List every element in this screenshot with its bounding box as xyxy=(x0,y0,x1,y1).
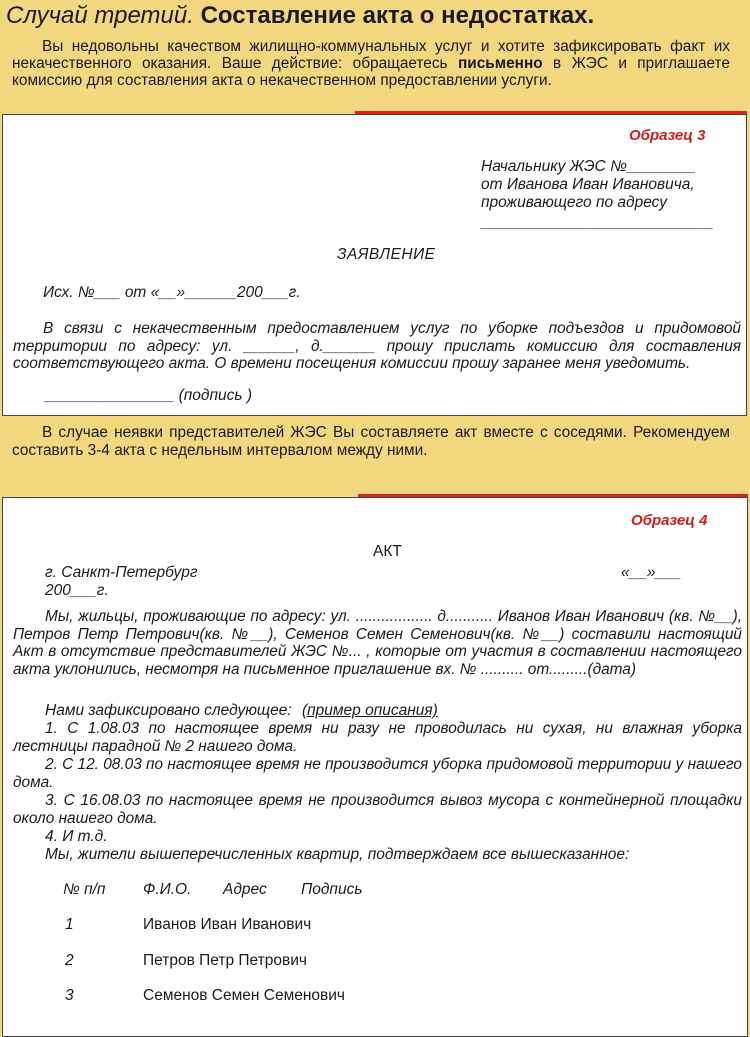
page-title xyxy=(6,2,594,30)
addressee-line-3: проживающего по адресу xyxy=(481,194,667,211)
recorded-example: (пример описания) xyxy=(301,702,438,719)
table-row-3-name: Семенов Семен Семенович xyxy=(143,987,346,1004)
intro-paragraph xyxy=(12,38,730,89)
confirm-line: Мы, жители вышеперечисленных квартир, подтверждаем все вышесказанное: xyxy=(45,846,630,863)
sample4-card xyxy=(2,497,748,1037)
intro-text-end: в ЖЭС и приглашаете комиссию для составления акта о некачественном предоставлении услуги. xyxy=(12,55,730,89)
outgoing-ref-line: Исх. №___ от «__»______200___г. xyxy=(43,284,301,301)
recorded-intro xyxy=(45,702,438,720)
intro-bold-word: письменно xyxy=(457,55,543,72)
act-date-blank: «__»___ xyxy=(621,564,682,581)
table-header-address: Адрес xyxy=(223,881,267,898)
title-italic: Случай третий. xyxy=(6,2,194,29)
recorded-intro-text: Нами зафиксировано следующее: xyxy=(45,702,292,719)
addressee-line-1: Начальнику ЖЭС №________ xyxy=(481,158,696,175)
statement-body: В связи с некачественным предоставлением услуг по уборке подъездов и придомовой территории по адресу: ул. ______, д.______ прошу прислать комиссию для составления соответствующего акта. О времени посещения комиссии прошу заранее меня уведомить. xyxy=(13,320,741,372)
recorded-item-4: 4. И т.д. xyxy=(45,828,108,845)
act-city: г. Санкт-Петербург xyxy=(45,564,198,581)
addressee-line-2: от Иванова Иван Ивановича, xyxy=(481,176,695,193)
table-row-1-num: 1 xyxy=(65,916,74,933)
title-bold: Составление акта о недостатках. xyxy=(200,2,595,29)
statement-title: ЗАЯВЛЕНИЕ xyxy=(337,246,436,263)
table-row-2-num: 2 xyxy=(65,952,74,969)
table-header-num: № п/п xyxy=(63,881,106,898)
sample3-card xyxy=(2,114,747,416)
recorded-item-2: 2. С 12. 08.03 по настоящее время не производится уборка придомовой территории у нашего дома. xyxy=(13,756,742,791)
table-row-2-name: Петров Петр Петрович xyxy=(143,952,307,969)
table-row-3-num: 3 xyxy=(65,987,74,1004)
addressee-line-4: ___________________________ xyxy=(481,214,714,231)
recorded-item-3: 3. С 16.08.03 по настоящее время не производится вывоз мусора с контейнерной площадки около нашего дома. xyxy=(13,792,742,827)
sample4-label: Образец 4 xyxy=(631,512,708,529)
sample3-label: Образец 3 xyxy=(629,127,706,144)
neighbors-note: В случае неявки представителей ЖЭС Вы составляете акт вместе с соседями. Рекомендуем составить 3-4 акта с недельным интервалом между ними. xyxy=(12,424,730,459)
act-title: АКТ xyxy=(373,543,402,560)
table-header-signature: Подпись xyxy=(301,881,363,898)
recorded-item-1: 1. С 1.08.03 по настоящее время ни разу не проводилась ни сухая, ни влажная уборка лестницы парадной № 2 нашего дома. xyxy=(13,720,742,755)
act-body: Мы, жильцы, проживающие по адресу: ул. .................. д........... Иванов Иван Иванович (кв. №__), Петров Петр Петрович(кв. №__), Семенов Семен Семенович(кв. №__) составили настоящий Акт в отсутствие представителей ЖЭС №... , которые от участия в составлении настоящего акта уклонились, несмотря на письменное приглашение вх. № .......... от.........(дата) xyxy=(13,608,742,678)
signature-line: _______________ (подпись ) xyxy=(45,387,253,404)
act-year: 200___г. xyxy=(45,582,109,599)
intro-text-start: Вы недовольны качеством жилищно-коммунальных услуг и хотите зафиксировать факт их некачественного оказания. Ваше действие: обращаетесь xyxy=(12,38,730,72)
table-header-name: Ф.И.О. xyxy=(143,881,192,898)
page-header xyxy=(0,0,750,112)
table-row-1-name: Иванов Иван Иванович xyxy=(143,916,312,933)
